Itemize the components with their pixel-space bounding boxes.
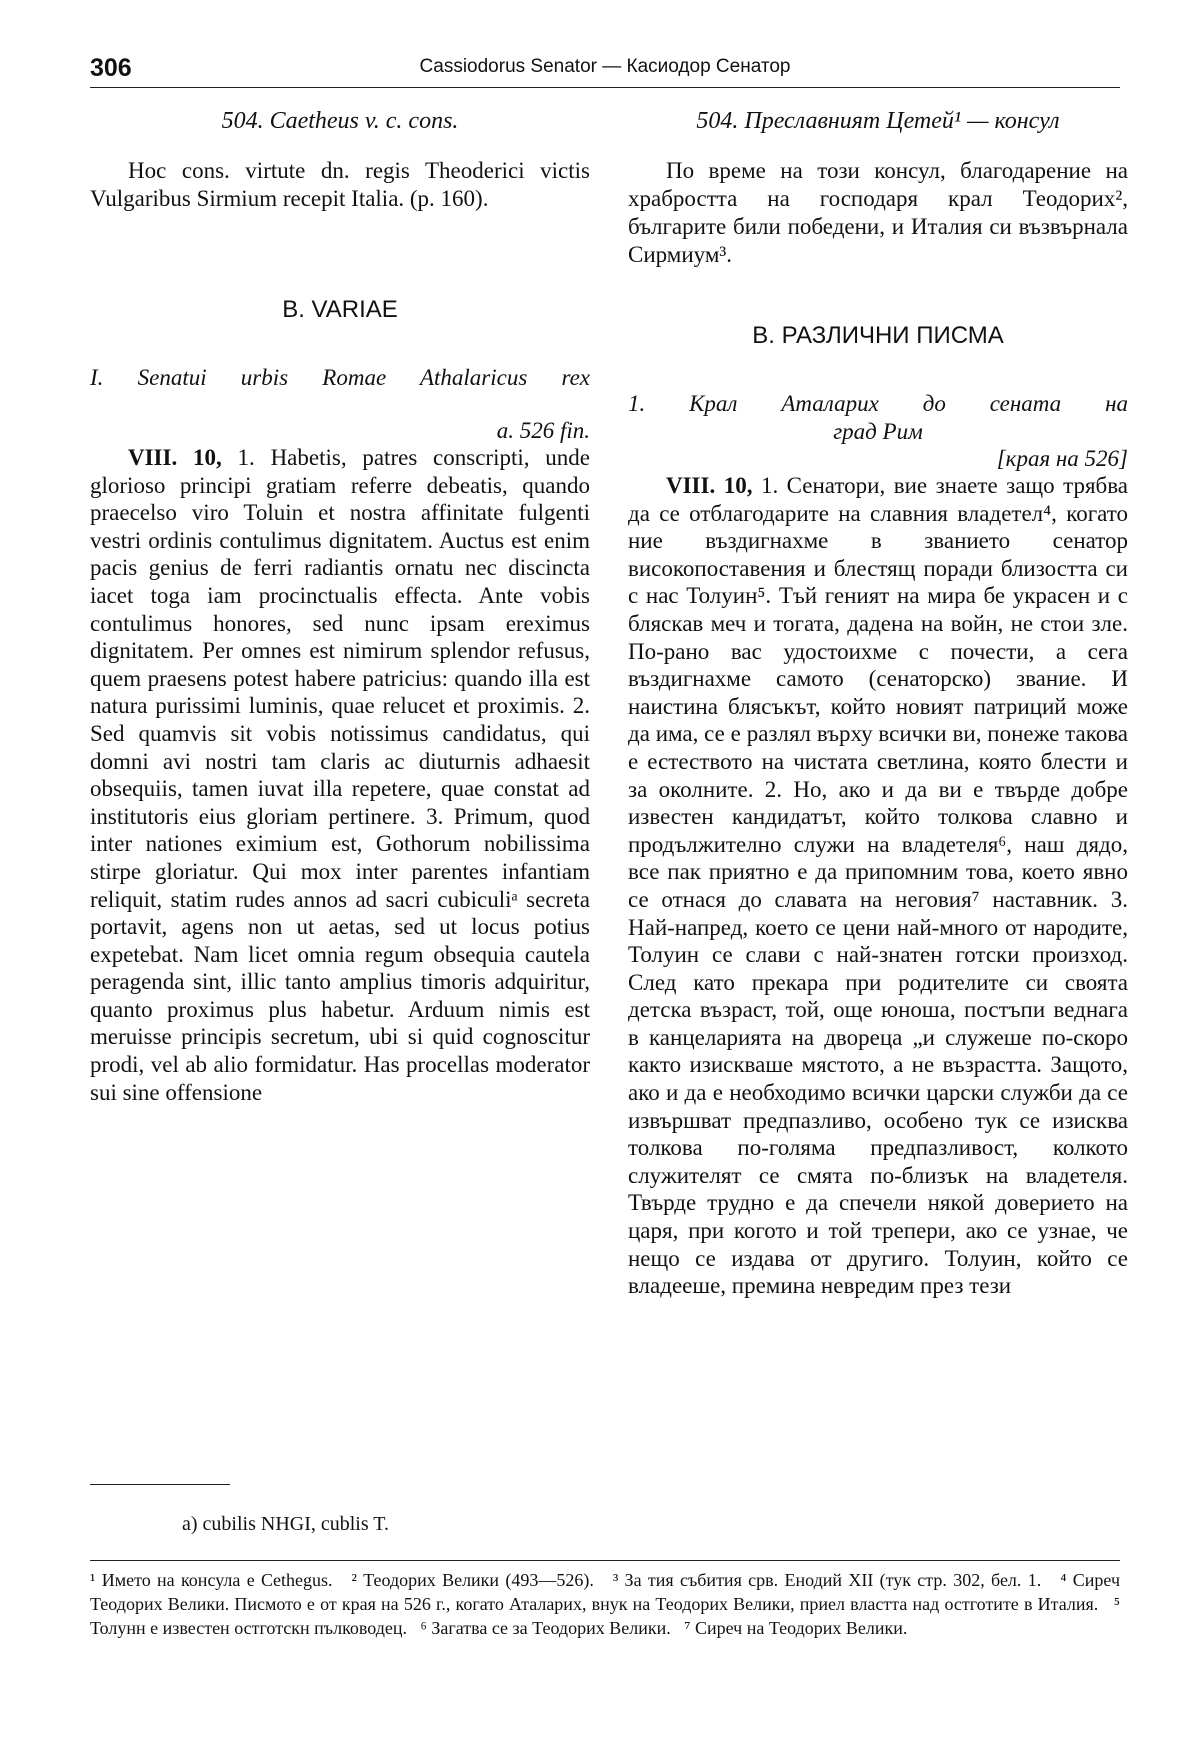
apparatus-note [182, 1513, 389, 1536]
footnote: ⁵ Толунн е известен остготскн пълководец. [90, 1594, 1121, 1638]
bulgarian-letter-title-1: 1. Крал Аталарих до сената на [628, 391, 1128, 416]
latin-body-text: 1. Habetis, patres conscripti, unde glorioso principi gratiam referre debeatis, quando praecelso viro Toluin et nostra affinitate fulgenti vestri ordinis contulimus dignitatem. Auctus est enim pacis genius de ferri radiantis ornatu nec discincta iacet toga iam procinctualis effecta. Ante vobis contulimus honores, sed nunc ipsam ereximus dignitatem. Per omnes est nimirum splendor refusus, quem praesens potest habere patricius: quando illa est natura purissimi luminis, quae relucet et proximis. 2. Sed quamvis sit vobis notissimus candidatus, qui domni avi nostri tam claris ac diuturnis adhaesit obsequiis, tamen iuvat illa repetere, quae constat ad institutoris eius gloriam pertinere. 3. Primum, quod inter nationes eximium est, Gothorum nobilissima stirpe gloriatur. Qui mox inter parentes infantiam reliquit, statim rudes annos ad sacri cubiculiᵃ secreta portavit, agens non ut aetas, sed ut locus potius expetebat. Nam licet omnia regum obsequia cautela peragenda sint, illic tanto amplius timoris adquiritur, quanto proximus plus habetur. Arduum nimis est meruisse principis secretum, ubi si quid cognoscitur prodi, vel ab alio formidatur. Has procellas moderator sui sine offensione [90, 445, 590, 1105]
bulgarian-letter-title-2: град Рим [833, 419, 923, 444]
latin-entry-title: 504. Caetheus v. c. cons. [221, 108, 459, 134]
page-number: 306 [90, 54, 132, 82]
bulgarian-body-ref: VIII. 10, [666, 473, 753, 498]
latin-section-heading: B. VARIAE [282, 296, 398, 323]
header-rule [90, 87, 1120, 88]
bulgarian-body-text: 1. Сенатори, вие знаете защо трябва да се отблагодарите на славния владетел⁴, когато ние въздигнахме в званието сенатор високопоставения и блестящ поради близостта си с нас Толуин⁵. Тъй геният на мира бе украсен и с бляскав меч и тогата, дадена на войн, не стои зле. По-рано вас удостоихме с почести, а сега въздигнахме самото (сенаторско) звание. И наистина блясъкът, който новият патриций може да има, се е разлял върху всички ви, понеже такова е естеството на чистата светлина, която блести и за околните. 2. Но, ако и да ви е твърде добре известен кандидатът, който толкова славно и продължително служи на владетеля⁶, наш дядо, все пак приятно е да припомним това, което явно се отнася до славата на неговия⁷ наставник. 3. Най-напред, което се цени най-много от народите, Толуин се слави с най-знатен готски произход. След като прекара при родителите си своята детска възраст, той, още юноша, постъпи веднага в канцеларията на двореца „и служеше по-скоро както изискваше мястото, а не възрастта. Защото, ако и да е необходимо всички царски служби да се извършват предпазливо, особено тук се изисква толкова по-голяма предпазливост, колкото служителят се смята по-близък на владетеля. Твърде трудно е да спечели някой доверието на царя, при когото и той трепери, ако се узнае, че нещо се издава от другиго. Толуин, който се владееше, премина невредим през тези [628, 473, 1128, 1299]
bulgarian-entry-text: По време на този консул, благодарение на храбростта на господаря крал Теодорих², българите били победени, и Италия си възвърнала Сирмиум³. [628, 158, 1128, 267]
latin-entry-text: Hoc cons. virtute dn. regis Theoderici victis Vulgaribus Sirmium recepit Italia. (p. 160). [90, 158, 590, 211]
page-header [90, 48, 1120, 88]
footnote: ⁴ Сиреч Теодорих Велики. Писмото е от края на 526 г., когато Аталарих, внук на Теодорих Велики, приел властта над остготите в Италия. [90, 1570, 1121, 1614]
bulgarian-letter-date: [края на 526] [996, 446, 1128, 471]
bulgarian-column [628, 108, 1128, 1300]
apparatus-label: a) [182, 1513, 198, 1535]
footnotes [90, 1568, 1120, 1640]
footnote: ³ За тия събития срв. Енодий XII (тук стр. 302, бел. 1. [612, 1570, 1042, 1590]
footnote: ⁶ Загатва се за Теодорих Велики. [420, 1618, 671, 1638]
latin-body-ref: VIII. 10, [128, 445, 222, 470]
latin-letter-title: I. Senatui urbis Romae Athalaricus rex [90, 365, 590, 390]
running-head: Cassiodorus Senator — Касиодор Сенатор [419, 56, 791, 77]
latin-letter-body [90, 444, 590, 1106]
latin-letter-date: a. 526 fin. [496, 418, 590, 443]
bulgarian-section-heading: В. РАЗЛИЧНИ ПИСМА [752, 322, 1004, 349]
bulgarian-letter-body [628, 472, 1128, 1300]
apparatus-rule [90, 1484, 230, 1485]
footnote: ¹ Името на консула е Cethegus. [90, 1570, 333, 1590]
footnote: ⁷ Сиреч на Теодорих Велики. [684, 1618, 908, 1638]
latin-column [90, 108, 590, 1106]
bulgarian-entry-title: 504. Преславният Цетей¹ — консул [696, 108, 1060, 134]
footnote: ² Теодорих Велики (493—526). [351, 1570, 594, 1590]
apparatus-text: cubilis NHGI, cublis T. [202, 1513, 390, 1535]
footnote-rule [90, 1560, 1120, 1561]
